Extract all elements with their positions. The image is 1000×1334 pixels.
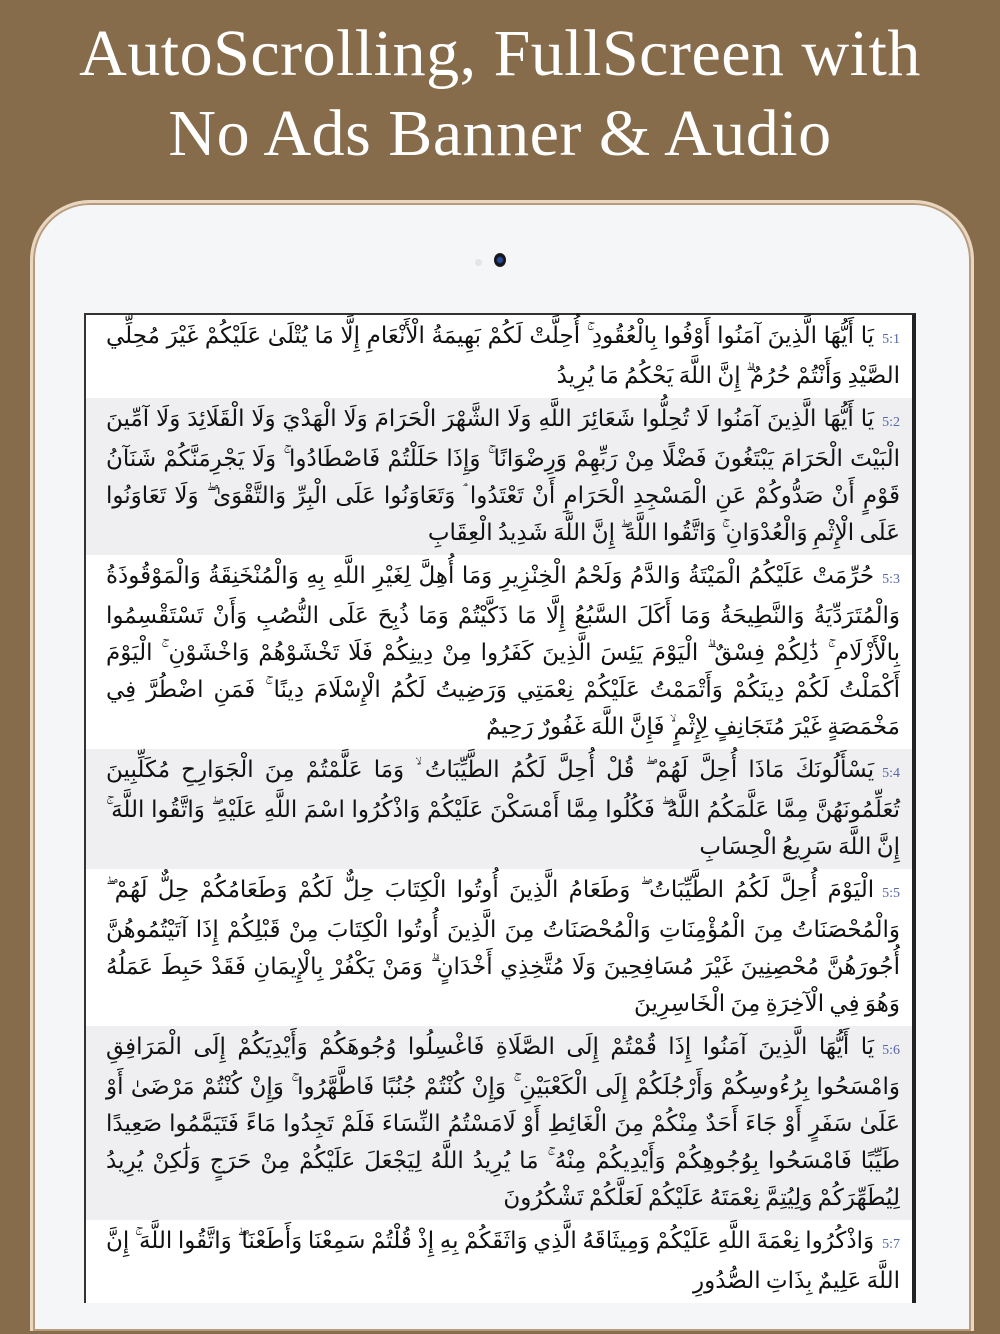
verse-text: يَا أَيُّهَا الَّذِينَ آمَنُوا أَوْفُوا بِالْعُقُودِ ۚ أُحِلَّتْ لَكُمْ بَهِيمَةُ الْأَنْعَامِ إِلَّا مَا يُتْلَىٰ عَلَيْكُمْ غَيْرَ مُحِلِّي الصَّيْدِ وَأَنْتُمْ حُرُمٌ ۗ إِنَّ اللَّهَ يَحْكُمُ مَا يُرِيدُ: [106, 323, 900, 389]
verse-row[interactable]: [86, 1026, 912, 1220]
verse-row[interactable]: [86, 749, 912, 869]
verse-row[interactable]: [86, 555, 912, 749]
verse-row[interactable]: [86, 869, 912, 1026]
quran-reader[interactable]: [84, 313, 916, 1303]
promo-headline: [0, 14, 1000, 174]
verse-number: 5:4: [882, 766, 900, 781]
camera-icon: [494, 253, 506, 267]
verse-number: 5:6: [882, 1043, 900, 1058]
verse-text: الْيَوْمَ أُحِلَّ لَكُمُ الطَّيِّبَاتُ ۖ وَطَعَامُ الَّذِينَ أُوتُوا الْكِتَابَ حِلٌّ لَكُمْ وَطَعَامُكُمْ حِلٌّ لَهُمْ ۖ وَالْمُحْصَنَاتُ مِنَ الْمُؤْمِنَاتِ وَالْمُحْصَنَاتُ مِنَ الَّذِينَ أُوتُوا الْكِتَابَ مِنْ قَبْلِكُمْ إِذَا آتَيْتُمُوهُنَّ أُجُورَهُنَّ مُحْصِنِينَ غَيْرَ مُسَافِحِينَ وَلَا مُتَّخِذِي أَخْدَانٍ ۗ وَمَنْ يَكْفُرْ بِالْإِيمَانِ فَقَدْ حَبِطَ عَمَلُهُ وَهُوَ فِي الْآخِرَةِ مِنَ الْخَاسِرِينَ: [106, 877, 900, 1017]
verse-text: يَا أَيُّهَا الَّذِينَ آمَنُوا إِذَا قُمْتُمْ إِلَى الصَّلَاةِ فَاغْسِلُوا وُجُوهَكُمْ وَأَيْدِيَكُمْ إِلَى الْمَرَافِقِ وَامْسَحُوا بِرُءُوسِكُمْ وَأَرْجُلَكُمْ إِلَى الْكَعْبَيْنِ ۚ وَإِنْ كُنْتُمْ جُنُبًا فَاطَّهَّرُوا ۚ وَإِنْ كُنْتُمْ مَرْضَىٰ أَوْ عَلَىٰ سَفَرٍ أَوْ جَاءَ أَحَدٌ مِنْكُمْ مِنَ الْغَائِطِ أَوْ لَامَسْتُمُ النِّسَاءَ فَلَمْ تَجِدُوا مَاءً فَتَيَمَّمُوا صَعِيدًا طَيِّبًا فَامْسَحُوا بِوُجُوهِكُمْ وَأَيْدِيكُمْ مِنْهُ ۚ مَا يُرِيدُ اللَّهُ لِيَجْعَلَ عَلَيْكُمْ مِنْ حَرَجٍ وَلَٰكِنْ يُرِيدُ لِيُطَهِّرَكُمْ وَلِيُتِمَّ نِعْمَتَهُ عَلَيْكُمْ لَعَلَّكُمْ تَشْكُرُونَ: [106, 1034, 900, 1211]
verse-number: 5:2: [882, 415, 900, 430]
verse-text: يَا أَيُّهَا الَّذِينَ آمَنُوا لَا تُحِلُّوا شَعَائِرَ اللَّهِ وَلَا الشَّهْرَ الْحَرَامَ وَلَا الْهَدْيَ وَلَا الْقَلَائِدَ وَلَا آمِّينَ الْبَيْتَ الْحَرَامَ يَبْتَغُونَ فَضْلًا مِنْ رَبِّهِمْ وَرِضْوَانًا ۚ وَإِذَا حَلَلْتُمْ فَاصْطَادُوا ۚ وَلَا يَجْرِمَنَّكُمْ شَنَآنُ قَوْمٍ أَنْ صَدُّوكُمْ عَنِ الْمَسْجِدِ الْحَرَامِ أَنْ تَعْتَدُوا ۘ وَتَعَاوَنُوا عَلَى الْبِرِّ وَالتَّقْوَىٰ ۖ وَلَا تَعَاوَنُوا عَلَى الْإِثْمِ وَالْعُدْوَانِ ۚ وَاتَّقُوا اللَّهَ ۖ إِنَّ اللَّهَ شَدِيدُ الْعِقَابِ: [106, 406, 900, 546]
headline-line-1: AutoScrolling, FullScreen with: [79, 17, 921, 90]
verse-number: 5:5: [882, 886, 900, 901]
verse-text: حُرِّمَتْ عَلَيْكُمُ الْمَيْتَةُ وَالدَّمُ وَلَحْمُ الْخِنْزِيرِ وَمَا أُهِلَّ لِغَيْرِ اللَّهِ بِهِ وَالْمُنْخَنِقَةُ وَالْمَوْقُوذَةُ وَالْمُتَرَدِّيَةُ وَالنَّطِيحَةُ وَمَا أَكَلَ السَّبُعُ إِلَّا مَا ذَكَّيْتُمْ وَمَا ذُبِحَ عَلَى النُّصُبِ وَأَنْ تَسْتَقْسِمُوا بِالْأَزْلَامِ ۚ ذَٰلِكُمْ فِسْقٌ ۗ الْيَوْمَ يَئِسَ الَّذِينَ كَفَرُوا مِنْ دِينِكُمْ فَلَا تَخْشَوْهُمْ وَاخْشَوْنِ ۚ الْيَوْمَ أَكْمَلْتُ لَكُمْ دِينَكُمْ وَأَتْمَمْتُ عَلَيْكُمْ نِعْمَتِي وَرَضِيتُ لَكُمُ الْإِسْلَامَ دِينًا ۚ فَمَنِ اضْطُرَّ فِي مَخْمَصَةٍ غَيْرَ مُتَجَانِفٍ لِإِثْمٍ ۙ فَإِنَّ اللَّهَ غَفُورٌ رَحِيمٌ: [106, 563, 900, 740]
verse-row[interactable]: [86, 1220, 912, 1303]
verse-text: وَاذْكُرُوا نِعْمَةَ اللَّهِ عَلَيْكُمْ وَمِيثَاقَهُ الَّذِي وَاثَقَكُمْ بِهِ إِذْ قُلْتُمْ سَمِعْنَا وَأَطَعْنَا ۖ وَاتَّقُوا اللَّهَ ۚ إِنَّ اللَّهَ عَلِيمٌ بِذَاتِ الصُّدُورِ: [106, 1228, 900, 1294]
headline-line-2: No Ads Banner & Audio: [168, 97, 832, 170]
verse-number: 5:1: [882, 332, 900, 347]
verse-text: يَسْأَلُونَكَ مَاذَا أُحِلَّ لَهُمْ ۖ قُلْ أُحِلَّ لَكُمُ الطَّيِّبَاتُ ۙ وَمَا عَلَّمْتُمْ مِنَ الْجَوَارِحِ مُكَلِّبِينَ تُعَلِّمُونَهُنَّ مِمَّا عَلَّمَكُمُ اللَّهُ ۖ فَكُلُوا مِمَّا أَمْسَكْنَ عَلَيْكُمْ وَاذْكُرُوا اسْمَ اللَّهِ عَلَيْهِ ۖ وَاتَّقُوا اللَّهَ ۚ إِنَّ اللَّهَ سَرِيعُ الْحِسَابِ: [106, 757, 900, 860]
verse-number: 5:3: [882, 572, 900, 587]
verse-number: 5:7: [882, 1237, 900, 1252]
verse-row[interactable]: [86, 398, 912, 555]
verse-row[interactable]: [86, 315, 912, 398]
sensor-icon: [475, 259, 482, 266]
